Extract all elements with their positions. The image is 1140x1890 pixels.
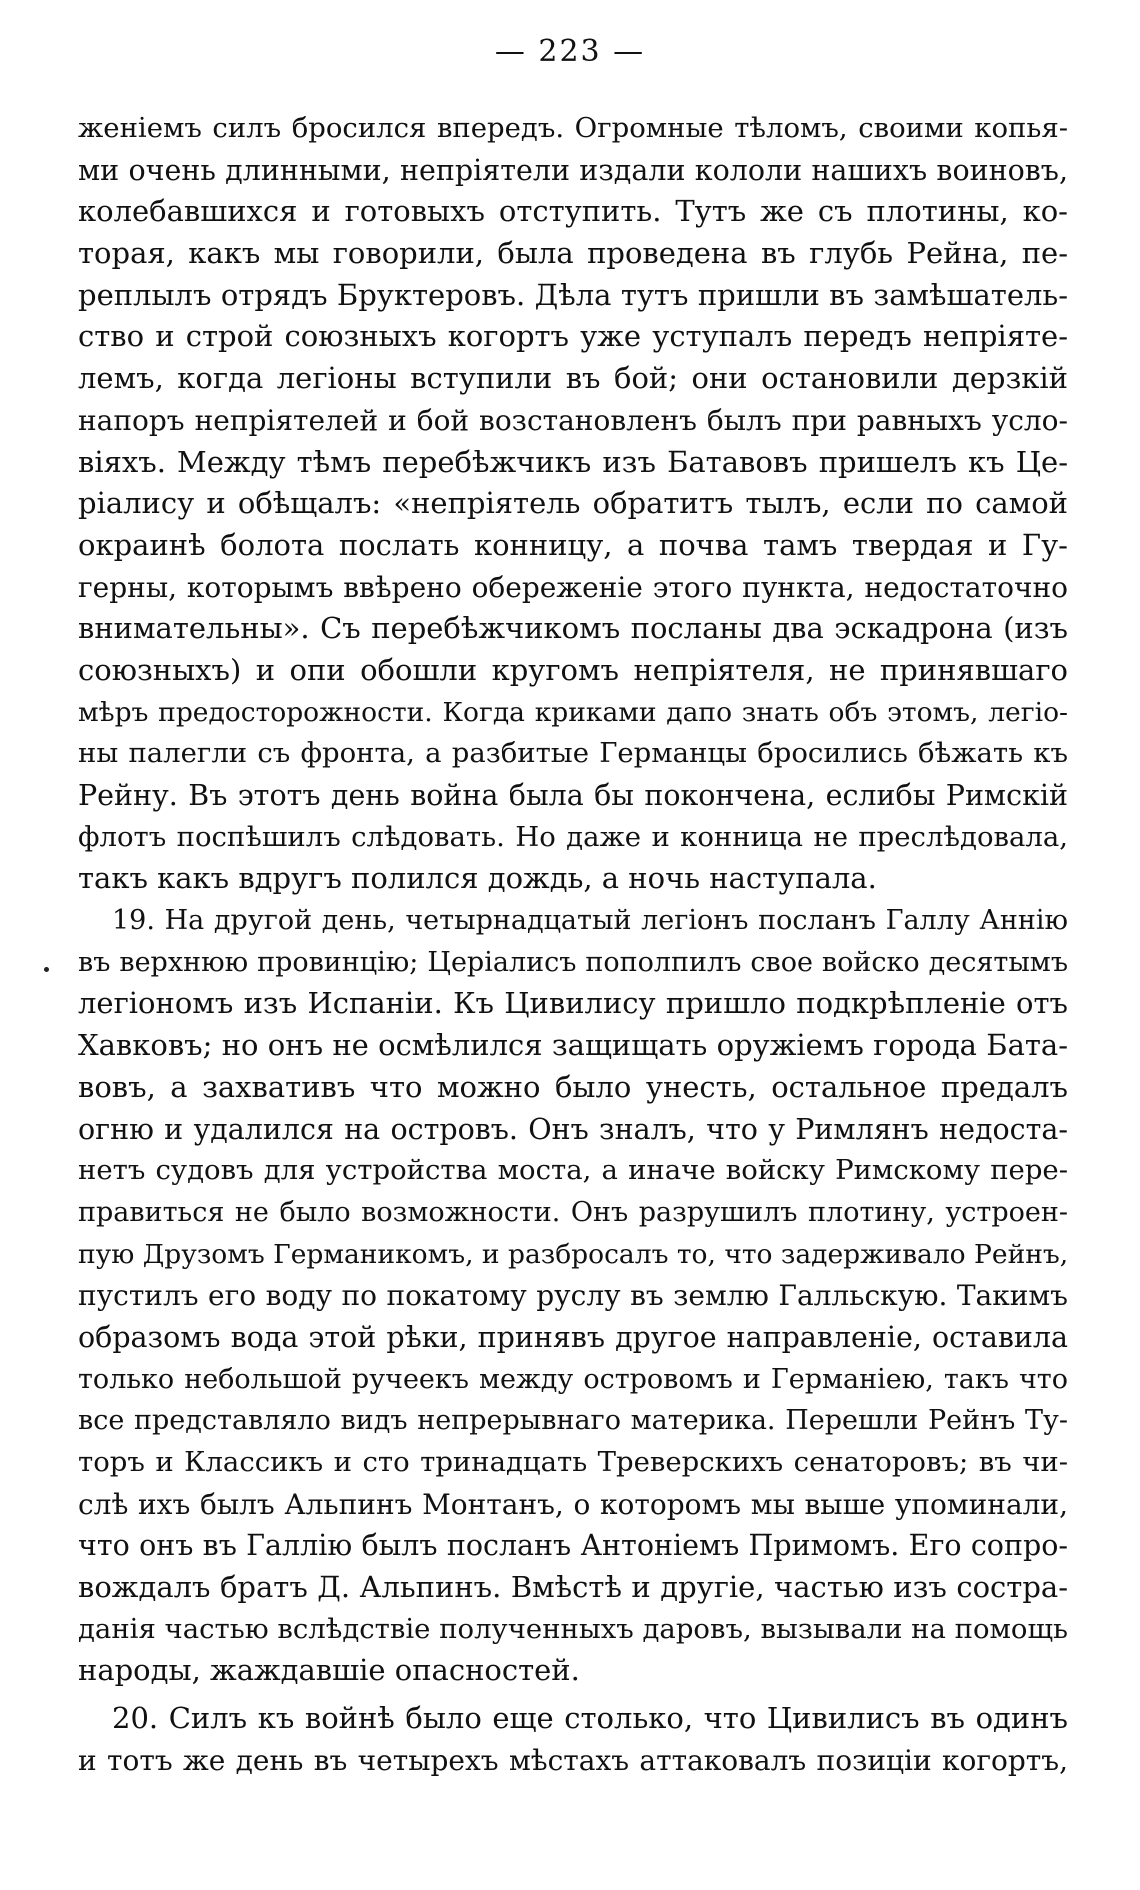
text-line: мѣръ предосторожности. Когда криками дапо знать объ этомъ, легіо-: [78, 696, 1068, 728]
text-line: ство и строй союзныхъ когортъ уже уступалъ передъ непріяте-: [78, 319, 1068, 354]
text-line: данія частью вслѣдствіе полученныхъ даровъ, вызывали на помощь: [78, 1612, 1068, 1645]
text-line: 19. На другой день, четырнадцатый легіонъ посланъ Галлу Аннію: [112, 905, 1068, 937]
text-line: образомъ вода этой рѣки, принявъ другое направленіе, оставила: [78, 1320, 1068, 1354]
text-line: нетъ судовъ для устройства моста, а иначе войску Римскому пере-: [78, 1154, 1068, 1187]
paragraph-1: [78, 108, 1068, 900]
text-line: и тотъ же день въ четырехъ мѣстахъ аттаковалъ позиціи когортъ,: [78, 1743, 1068, 1777]
text-line: торъ и Классикъ и сто тринадцать Треверскихъ сенаторовъ; въ чи-: [78, 1446, 1068, 1478]
text-line: напоръ непріятелей и бой возстановленъ былъ при равныхъ усло-: [78, 403, 1068, 437]
text-line: герны, которымъ ввѣрено обереженіе этого пункта, недостаточно: [78, 570, 1068, 604]
paragraph-19: [78, 900, 1068, 1692]
text-line: вождалъ братъ Д. Альпинъ. Вмѣстѣ и другіе, частью изъ состра-: [78, 1570, 1068, 1605]
text-line: внимательны». Съ перебѣжчикомъ посланы два эскадрона (изъ: [78, 611, 1068, 646]
text-line: колебавшихся и готовыхъ отступить. Тутъ же съ плотины, ко-: [78, 194, 1068, 229]
text-line: въ верхнюю провинцію; Церіалисъ пополпилъ свое войско десятымъ: [78, 946, 1068, 978]
text-line: такъ какъ вдругъ полился дождь, а ночь наступала.: [78, 861, 877, 896]
text-line: союзныхъ) и опи обошли кругомъ непріятеля, не принявшаго: [78, 652, 1068, 687]
text-line: флотъ поспѣшилъ слѣдовать. Но даже и конница не преслѣдовала,: [78, 820, 1068, 853]
text-line: пустилъ его воду по покатому руслу въ землю Галльскую. Такимъ: [78, 1279, 1068, 1313]
margin-speck: [44, 967, 49, 972]
text-line: лемъ, когда легіоны вступили въ бой; они остановили дерзкій: [78, 361, 1068, 396]
text-line: торая, какъ мы говорили, была проведена въ глубь Рейна, пе-: [78, 236, 1068, 271]
text-line: что онъ въ Галлію былъ посланъ Антоніемъ Примомъ. Его сопро-: [78, 1529, 1068, 1563]
paragraph-20: [78, 1698, 1068, 1781]
text-line: вовъ, а захвативъ что можно было унесть, остальное предалъ: [78, 1069, 1068, 1104]
text-line: ны палегли съ фронта, а разбитые Германцы бросились бѣжать къ: [78, 737, 1068, 770]
text-line: ріалису и обѣщалъ: «непріятель обратитъ тылъ, если по самой: [78, 486, 1068, 521]
text-line: 20. Силъ къ войнѣ было еще столько, что Цивилисъ въ одинъ: [112, 1701, 1068, 1736]
text-line: правиться не было возможности. Онъ разрушилъ плотину, устроен-: [78, 1196, 1068, 1228]
text-line: женіемъ силъ бросился впередъ. Огромные тѣломъ, своими копья-: [78, 112, 1068, 144]
text-line: ми очень длинными, непріятели издали кололи нашихъ воиновъ,: [78, 153, 1068, 187]
text-line: слѣ ихъ былъ Альпинъ Монтанъ, о которомъ мы выше упоминали,: [78, 1487, 1068, 1521]
page-number: — 223 —: [494, 34, 646, 69]
text-line: Рейну. Въ этотъ день война была бы покончена, еслибы Римскій: [78, 779, 1068, 812]
text-line: только небольшой ручеекъ между островомъ и Германіею, такъ что: [78, 1363, 1068, 1395]
text-line: огню и удалился на островъ. Онъ зналъ, что у Римлянъ недоста-: [78, 1112, 1068, 1146]
text-line: народы, жаждавшіе опасностей.: [78, 1653, 580, 1688]
text-line: все представляло видъ непрерывнаго материка. Перешли Рейнъ Ту-: [78, 1405, 1068, 1437]
text-line: пую Друзомъ Германикомъ, и разбросалъ то, что задерживало Рейнъ,: [78, 1238, 1069, 1270]
body-text: [78, 108, 1068, 1782]
text-line: легіономъ изъ Испаніи. Къ Цивилису пришло подкрѣпленіе отъ: [78, 986, 1068, 1021]
text-line: Хавковъ; но онъ не осмѣлился защищать оружіемъ города Бата-: [78, 1028, 1068, 1063]
text-line: віяхъ. Между тѣмъ перебѣжчикъ изъ Батавовъ пришелъ къ Це-: [78, 444, 1068, 479]
text-line: реплылъ отрядъ Бруктеровъ. Дѣла тутъ пришли въ замѣшатель-: [78, 277, 1068, 312]
text-line: окраинѣ болота послать конницу, а почва тамъ твердая и Гу-: [78, 527, 1068, 562]
